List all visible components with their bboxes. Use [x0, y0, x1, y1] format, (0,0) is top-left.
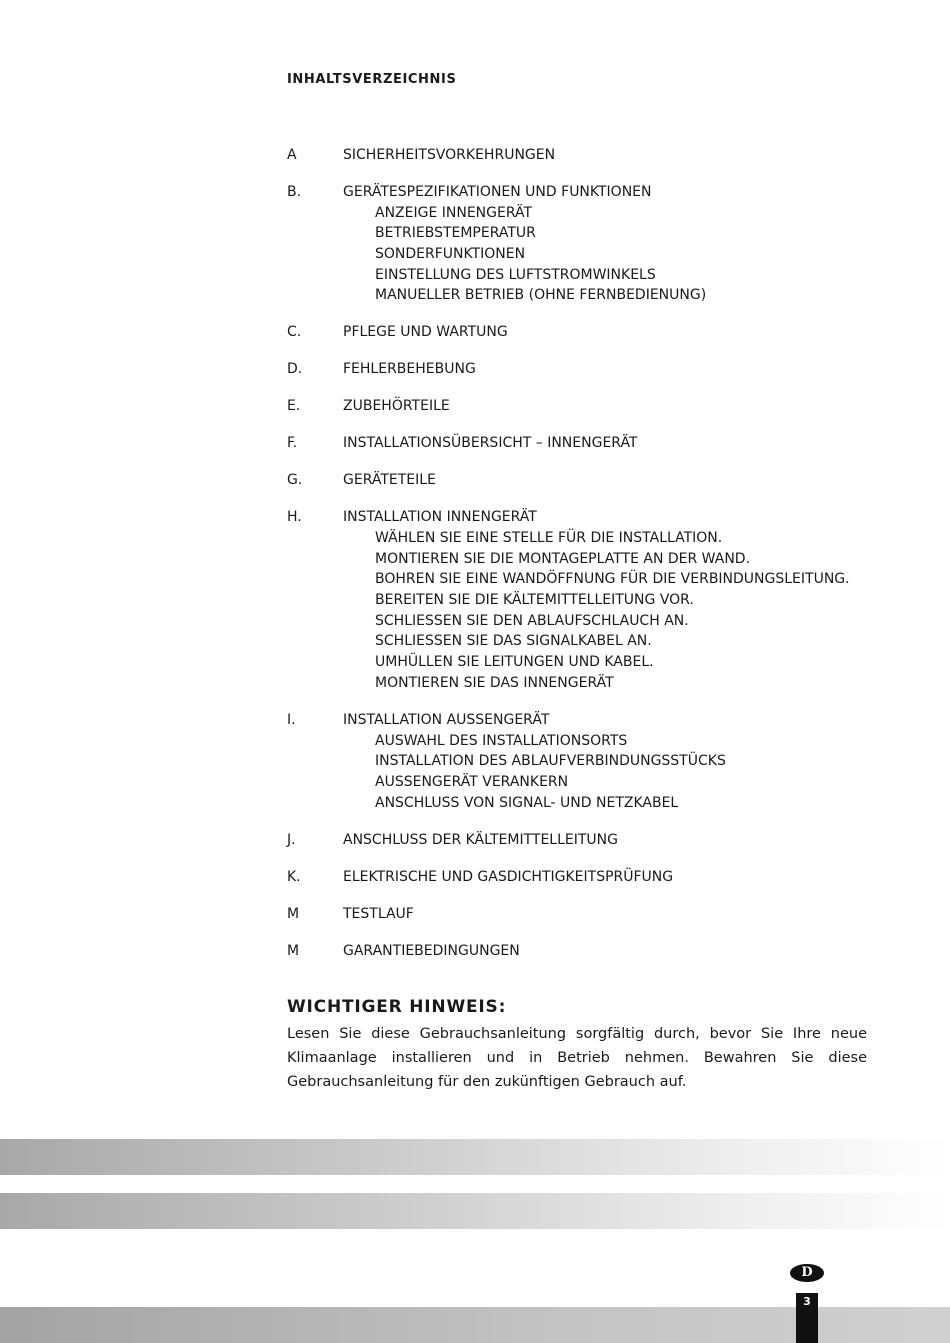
- toc-entry: [287, 433, 887, 454]
- toc-subentry: ANSCHLUSS VON SIGNAL- UND NETZKABEL: [375, 794, 679, 811]
- toc-subentry: SONDERFUNKTIONEN: [375, 246, 526, 263]
- decorative-band-top: [0, 1139, 950, 1175]
- toc-title: FEHLERBEHEBUNG: [343, 361, 476, 378]
- toc-title: ZUBEHÖRTEILE: [343, 398, 450, 415]
- toc-subentry: MONTIEREN SIE DAS INNENGERÄT: [375, 674, 614, 691]
- toc-section: [287, 359, 887, 380]
- toc-subentry: UMHÜLLEN SIE LEITUNGEN UND KABEL.: [375, 654, 654, 671]
- page-number: 3: [796, 1293, 818, 1343]
- toc-subentry: ANZEIGE INNENGERÄT: [375, 204, 533, 221]
- toc-section: [287, 830, 887, 851]
- toc-subentry: SCHLIESSEN SIE DEN ABLAUFSCHLAUCH AN.: [375, 612, 689, 629]
- toc-title: GERÄTESPEZIFIKATIONEN UND FUNKTIONEN: [343, 183, 652, 200]
- toc-entry: [287, 867, 887, 888]
- toc-title: ELEKTRISCHE UND GASDICHTIGKEITSPRÜFUNG: [343, 868, 674, 885]
- toc-letter: B.: [287, 183, 302, 200]
- toc-section: [287, 145, 887, 166]
- toc-entry: [287, 941, 887, 962]
- toc-section: [287, 470, 887, 491]
- page-title: INHALTSVERZEICHNIS: [287, 72, 457, 87]
- toc-letter: M: [287, 942, 300, 959]
- toc-section: [287, 507, 887, 693]
- toc-subentry: EINSTELLUNG DES LUFTSTROMWINKELS: [375, 266, 656, 283]
- toc-letter: M: [287, 905, 300, 922]
- toc-title: TESTLAUF: [343, 905, 414, 922]
- toc-section: [287, 904, 887, 925]
- notice-text: Lesen Sie diese Gebrauchsanleitung sorgfältig durch, bevor Sie Ihre neue Klimaanlage installieren und in Betrieb nehmen. Bewahren Sie diese Gebrauchsanleitung für den zukünftigen Gebrauch auf.: [287, 1026, 867, 1090]
- toc-section: [287, 396, 887, 417]
- toc-section: [287, 322, 887, 343]
- toc-section: [287, 941, 887, 962]
- toc-title: ANSCHLUSS DER KÄLTEMITTELLEITUNG: [343, 831, 619, 848]
- toc-entry: [287, 830, 887, 851]
- toc-section: [287, 710, 887, 813]
- toc-subentry: BETRIEBSTEMPERATUR: [375, 225, 536, 242]
- toc-entry: [287, 182, 887, 203]
- toc-entry: [287, 145, 887, 166]
- toc-subentry: MONTIEREN SIE DIE MONTAGEPLATTE AN DER WAND.: [375, 550, 751, 567]
- language-badge: D: [790, 1264, 824, 1282]
- toc-subentry: INSTALLATION DES ABLAUFVERBINDUNGSSTÜCKS: [375, 753, 726, 770]
- toc-letter: C.: [287, 324, 302, 341]
- notice-title: WICHTIGER HINWEIS:: [287, 997, 507, 1017]
- toc-section: [287, 182, 887, 306]
- toc-letter: J.: [287, 831, 296, 848]
- toc-title: INSTALLATION INNENGERÄT: [343, 509, 537, 526]
- toc-title: GARANTIEBEDINGUNGEN: [343, 942, 520, 959]
- toc-entry: [287, 710, 887, 731]
- toc-subentry: WÄHLEN SIE EINE STELLE FÜR DIE INSTALLATION.: [375, 530, 723, 547]
- toc-letter: F.: [287, 435, 298, 452]
- toc-letter: I.: [287, 711, 296, 728]
- toc-letter: E.: [287, 398, 301, 415]
- toc-section: [287, 433, 887, 454]
- toc-title: SICHERHEITSVORKEHRUNGEN: [343, 147, 556, 163]
- toc-subentry: AUSWAHL DES INSTALLATIONSORTS: [375, 732, 628, 749]
- toc-entry: [287, 507, 887, 528]
- toc-entry: [287, 470, 887, 491]
- toc-subentry: BOHREN SIE EINE WANDÖFFNUNG FÜR DIE VERBINDUNGSLEITUNG.: [375, 571, 850, 588]
- important-notice: [287, 996, 867, 1094]
- toc-entry: [287, 904, 887, 925]
- toc-letter: G.: [287, 472, 303, 489]
- table-of-contents: [287, 145, 887, 977]
- toc-title: GERÄTETEILE: [343, 472, 436, 489]
- toc-subentry: SCHLIESSEN SIE DAS SIGNALKABEL AN.: [375, 633, 652, 650]
- decorative-band-bottom: [0, 1193, 950, 1229]
- toc-letter: A: [287, 147, 297, 163]
- toc-section: [287, 867, 887, 888]
- toc-title: INSTALLATION AUSSENGERÄT: [343, 711, 550, 728]
- toc-title: PFLEGE UND WARTUNG: [343, 324, 508, 341]
- toc-entry: [287, 322, 887, 343]
- toc-entry: [287, 359, 887, 380]
- toc-letter: K.: [287, 868, 301, 885]
- toc-title: INSTALLATIONSÜBERSICHT – INNENGERÄT: [343, 435, 638, 452]
- toc-letter: H.: [287, 509, 302, 526]
- toc-entry: [287, 396, 887, 417]
- toc-subentry: BEREITEN SIE DIE KÄLTEMITTELLEITUNG VOR.: [375, 592, 694, 609]
- toc-subentry: AUSSENGERÄT VERANKERN: [375, 773, 569, 790]
- toc-letter: D.: [287, 361, 303, 378]
- toc-subentry: MANUELLER BETRIEB (OHNE FERNBEDIENUNG): [375, 287, 707, 304]
